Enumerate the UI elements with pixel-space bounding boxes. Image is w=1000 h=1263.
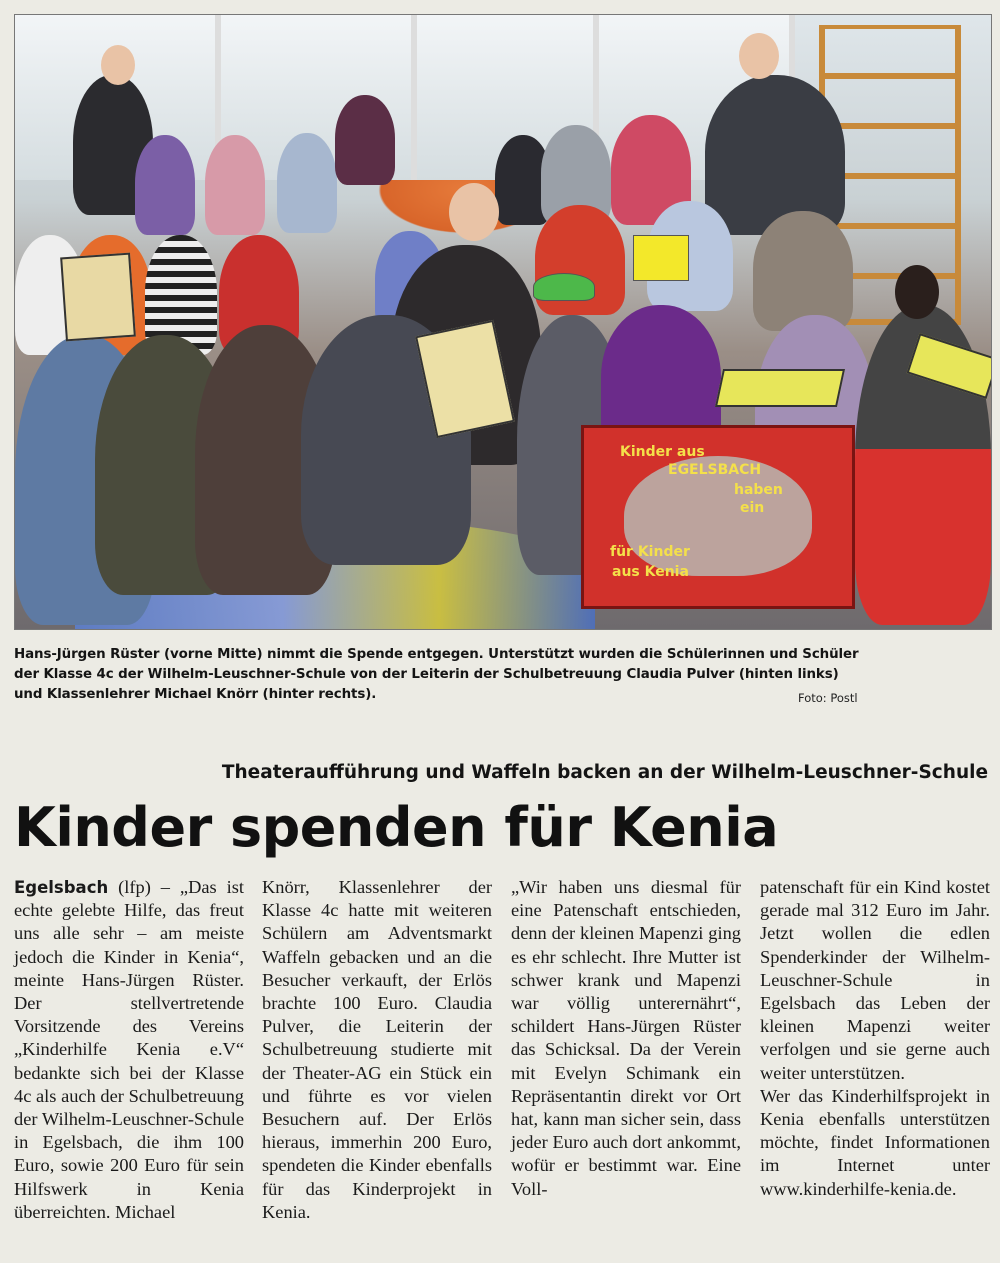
person (335, 95, 395, 185)
person (205, 135, 265, 235)
column-text: patenschaft für ein Kind kostet gerade mal 312 Euro im Jahr. Jetzt wollen die edlen Spenderkinder der Wilhelm-Leuschner-Schule in Egelsbach das Leben der kleinen Mapenzi weiter verfolgen und sie gerne auch weiter unterstützen. (760, 877, 990, 1083)
article-column-4 (760, 876, 990, 1201)
photo-credit: Foto: Postl (798, 691, 858, 705)
article-subheadline: Theateraufführung und Waffeln backen an der Wilhelm-Leuschner-Schule (221, 762, 988, 783)
article-column-1 (14, 876, 244, 1224)
poster-text: haben (734, 482, 783, 498)
person (705, 75, 845, 235)
poster-text: EGELSBACH (668, 462, 762, 478)
column-text: „Wir haben uns diesmal für eine Patenschaft entschieden, denn der kleinen Mapenzi ging es ehr schlecht. Ihre Mutter ist schwer krank und Mapenzi war völlig unterernährt“, schildert Hans-Jürgen Rüster das Schicksal. Da der Verein mit Evelyn Schimank ein Repräsentantin direkt vor Ort hat, kann man sicher sein, dass jeder Euro auch dort ankommt, wofür er bestimmt war. Eine Voll- (511, 877, 741, 1199)
arrow-sign (715, 369, 845, 407)
article-column-2 (262, 876, 492, 1224)
person-head (449, 183, 499, 241)
person (277, 133, 337, 233)
article-photo (14, 14, 992, 630)
poster-text: für Kinder (610, 544, 690, 560)
person (753, 211, 853, 331)
column-text: (lfp) – „Das ist echte gelebte Hilfe, das freut uns alle sehr – am meiste jedoch die Kinder in Kenia“, meinte Hans-Jürgen Rüster. Der stellvertretende Vorsitzende des Vereins „Kinderhilfe Kenia e.V“ bedankte sich bei der Klasse 4c als auch der Schulbetreuung der Wilhelm-Leuschner-Schule in Egelsbach, die ihm 100 Euro, sowie 200 Euro für sein Hilfswerk in Kenia überreichten. Michael (14, 877, 244, 1222)
poster-text: Kinder aus (620, 444, 705, 460)
photo-caption: Hans-Jürgen Rüster (vorne Mitte) nimmt die Spende entgegen. Unterstützt wurden die Schülerinnen und Schüler der Klasse 4c der Wilhelm-Leuschner-Schule von der Leiterin der Schulbetreuung Claudia Pulver (hinten links) und Klassenlehrer Michael Knörr (hinter rechts). (14, 647, 859, 702)
yellow-hat (633, 235, 689, 281)
donation-poster (581, 425, 855, 609)
column-text: Wer das Kinderhilfsprojekt in Kenia ebenfalls unterstützen möchte, findet Informationen im Internet unter www.kinderhilfe-kenia.de. (760, 1085, 990, 1199)
dateline: Egelsbach (14, 878, 109, 897)
person (135, 135, 195, 235)
poster-text: aus Kenia (612, 564, 689, 580)
person-head (895, 265, 939, 319)
certificate (60, 253, 136, 342)
column-text: Knörr, Klassenlehrer der Klasse 4c hatte mit weiteren Schülern am Adventsmarkt Waffeln gebacken und an die Besucher verkauft, der Erlös brachte 100 Euro. Claudia Pulver, die Leiterin der Schulbetreuung studierte mit der Theater-AG ein Stück ein und führte es vor vielen Besuchern auf. Der Erlös hieraus, immerhin 200 Euro, spendeten die Kinder ebenfalls für das Kinderprojekt in Kenia. (262, 877, 492, 1222)
person-head (739, 33, 779, 79)
article-headline: Kinder spenden für Kenia (14, 796, 779, 859)
article-column-3 (511, 876, 741, 1201)
green-hat (533, 273, 595, 301)
person-head (101, 45, 135, 85)
poster-text: ein (740, 500, 765, 516)
